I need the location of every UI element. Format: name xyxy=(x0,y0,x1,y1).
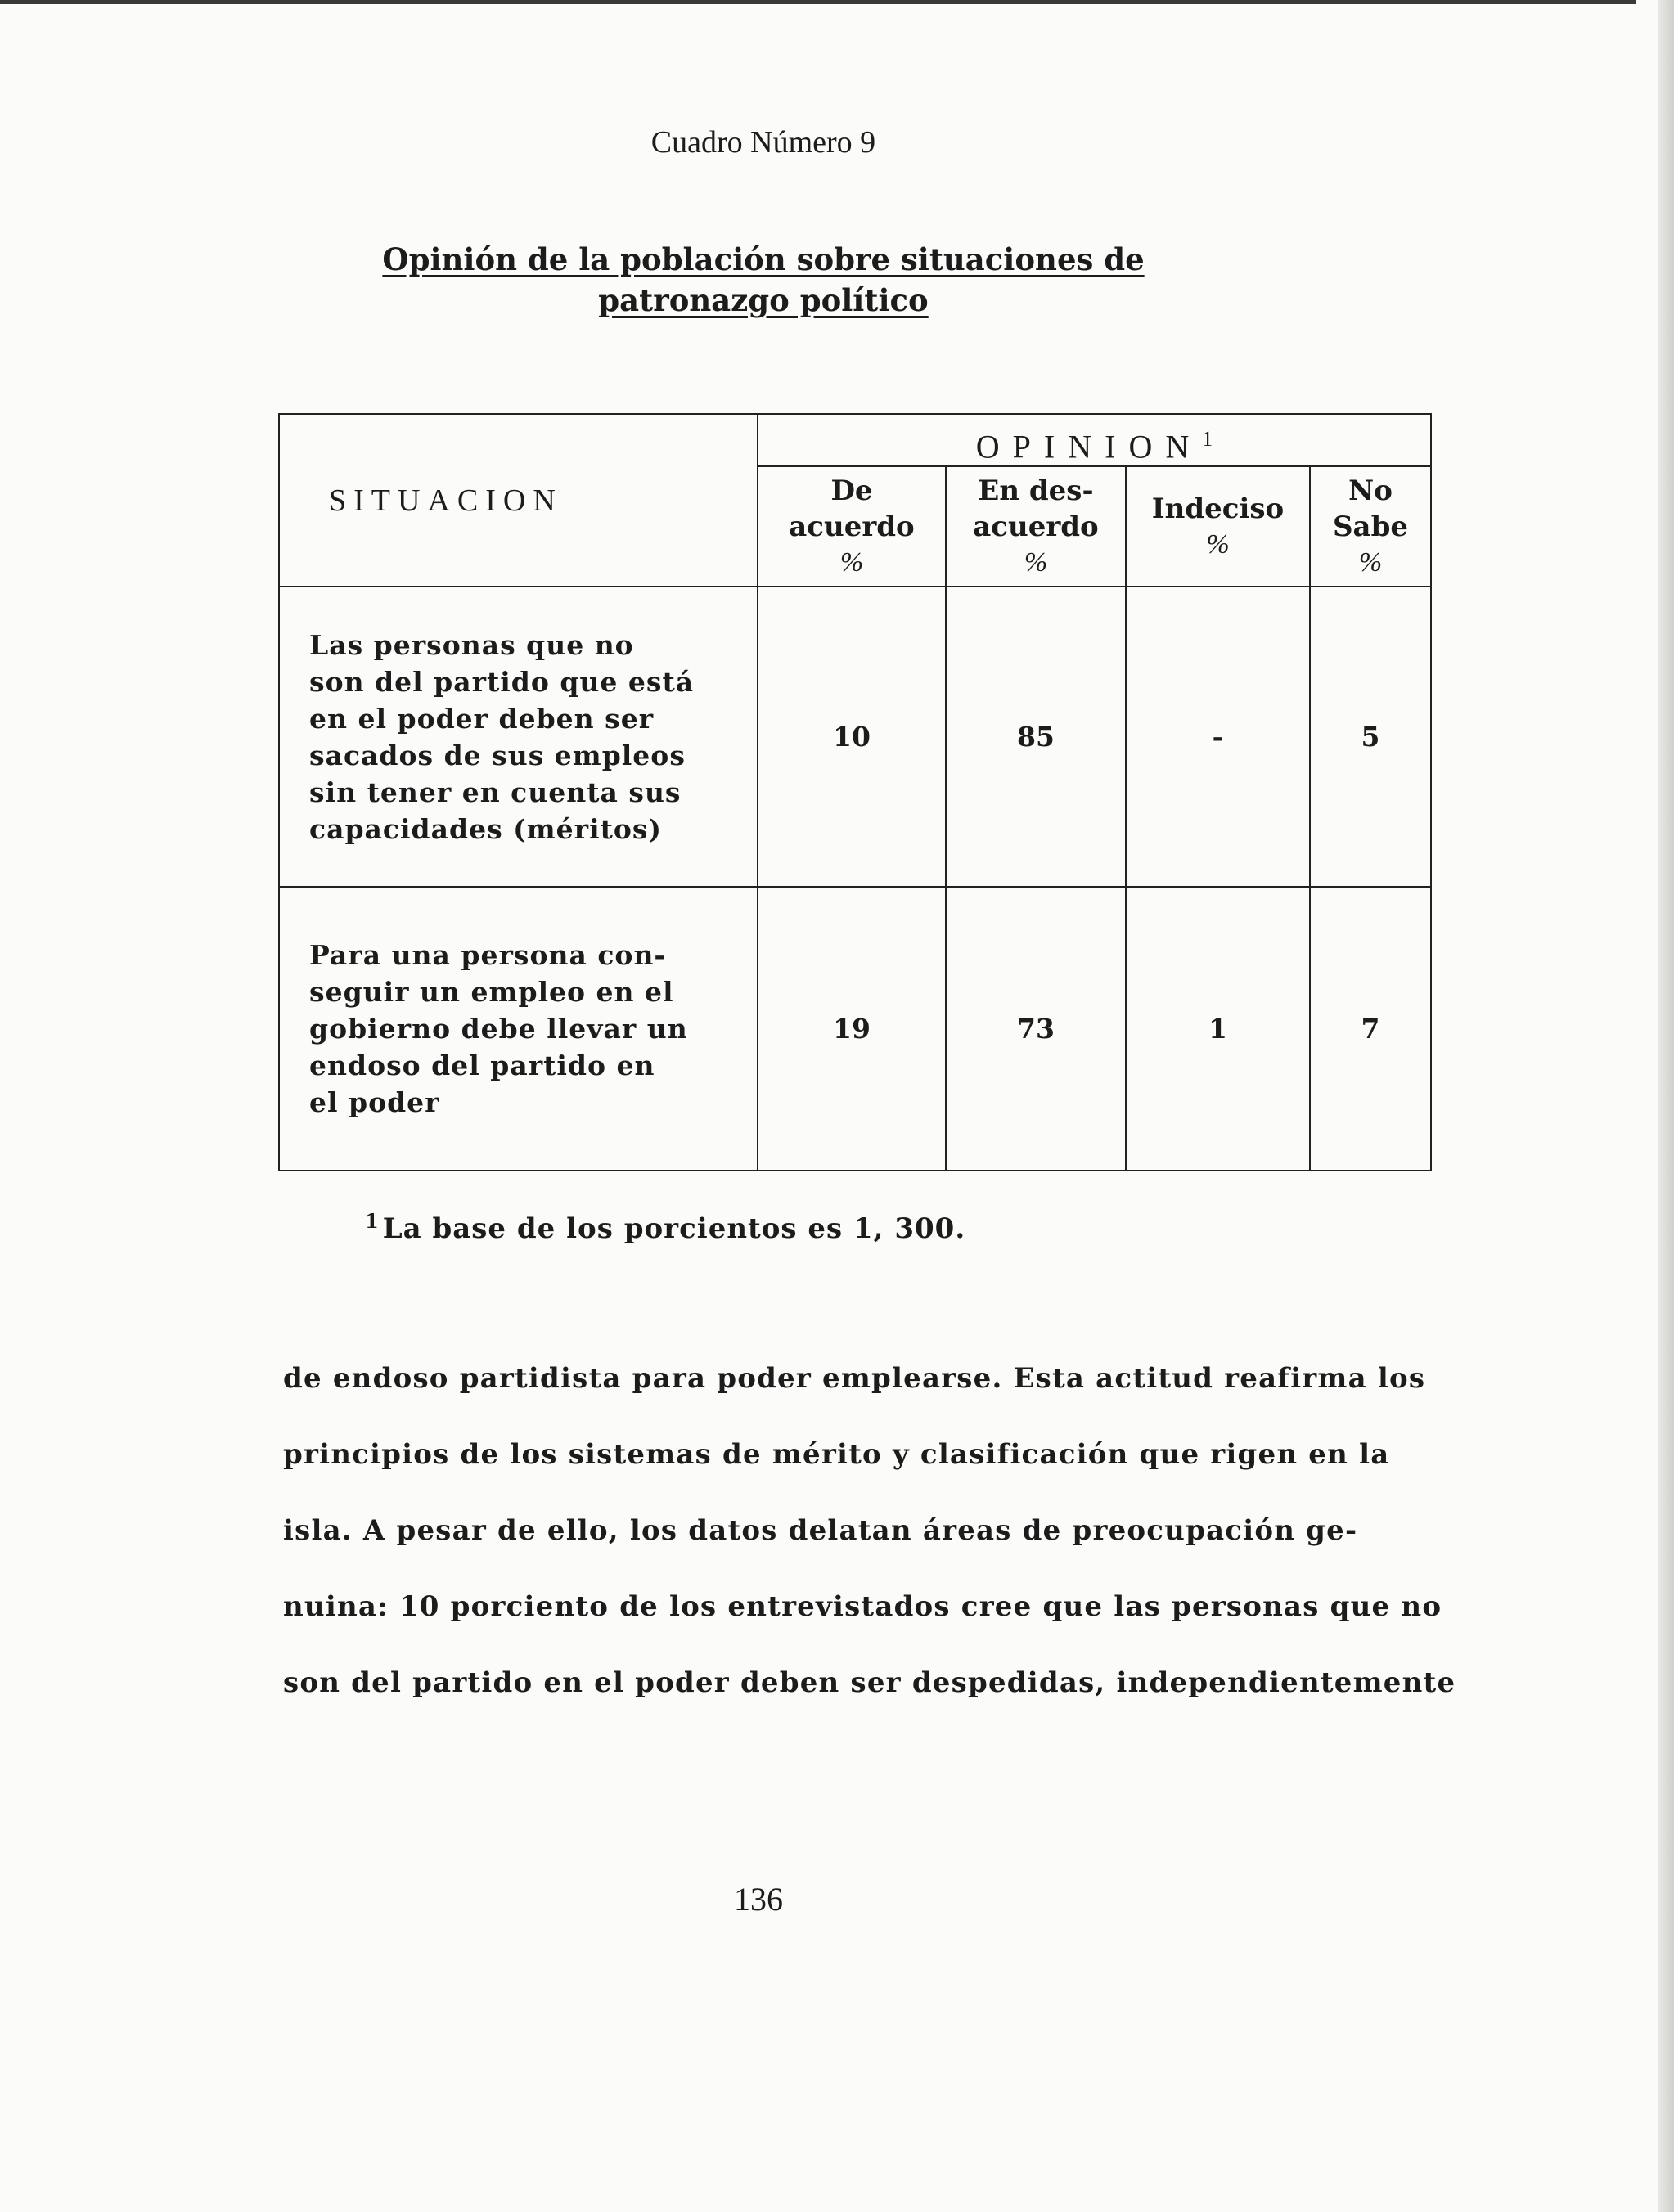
opinion-header-text: OPINION xyxy=(975,428,1203,465)
page-edge-shadow xyxy=(1658,0,1674,2212)
body-line: principios de los sistemas de mérito y clasificación que rigen en la xyxy=(283,1438,1390,1471)
situacion-header: SITUACION xyxy=(279,414,758,587)
table-number: Cuadro Número 9 xyxy=(650,125,876,160)
value-de-acuerdo: 10 xyxy=(758,587,946,887)
table-row xyxy=(279,587,1431,887)
table-row xyxy=(279,887,1431,1171)
table-footnote xyxy=(365,1209,965,1245)
page-number: 136 xyxy=(734,1881,783,1918)
column-header-indeciso: Indeciso % xyxy=(1126,466,1310,587)
body-line: son del partido en el poder deben ser despedidas, independientemente xyxy=(283,1666,1456,1699)
body-paragraph xyxy=(283,1360,1456,1741)
footnote-text: La base de los porcientos es 1, 300. xyxy=(382,1212,966,1245)
body-line: nuina: 10 porciento de los entrevistados cree que las personas que no xyxy=(283,1590,1442,1623)
value-en-desacuerdo: 85 xyxy=(946,587,1126,887)
opinion-table xyxy=(278,413,1432,1171)
column-header-en-desacuerdo: En des- acuerdo % xyxy=(946,466,1126,587)
column-header-no-sabe: No Sabe % xyxy=(1310,466,1431,587)
footnote-mark: 1 xyxy=(365,1209,380,1233)
opinion-footnote-mark: 1 xyxy=(1202,426,1213,451)
value-indeciso: - xyxy=(1126,587,1310,887)
value-no-sabe: 7 xyxy=(1310,887,1431,1171)
body-line: de endoso partidista para poder emplearse. Esta actitud reafirma los xyxy=(283,1362,1426,1395)
table-title-line-1: Opinión de la población sobre situaciones de xyxy=(382,241,1145,277)
opinion-header xyxy=(758,414,1431,466)
column-header-de-acuerdo: De acuerdo % xyxy=(758,466,946,587)
value-de-acuerdo: 19 xyxy=(758,887,946,1171)
value-en-desacuerdo: 73 xyxy=(946,887,1126,1171)
value-indeciso: 1 xyxy=(1126,887,1310,1171)
value-no-sabe: 5 xyxy=(1310,587,1431,887)
table-title-line-2: patronazgo político xyxy=(598,282,929,318)
top-edge-rule xyxy=(0,0,1636,4)
body-line: isla. A pesar de ello, los datos delatan áreas de preocupación ge- xyxy=(283,1514,1358,1547)
situation-cell: Para una persona con- seguir un empleo en el gobierno debe llevar un endoso del partido en el poder xyxy=(279,887,758,1171)
situation-cell: Las personas que no son del partido que está en el poder deben ser sacados de sus empleos sin tener en cuenta sus capacidades (méritos) xyxy=(279,587,758,887)
